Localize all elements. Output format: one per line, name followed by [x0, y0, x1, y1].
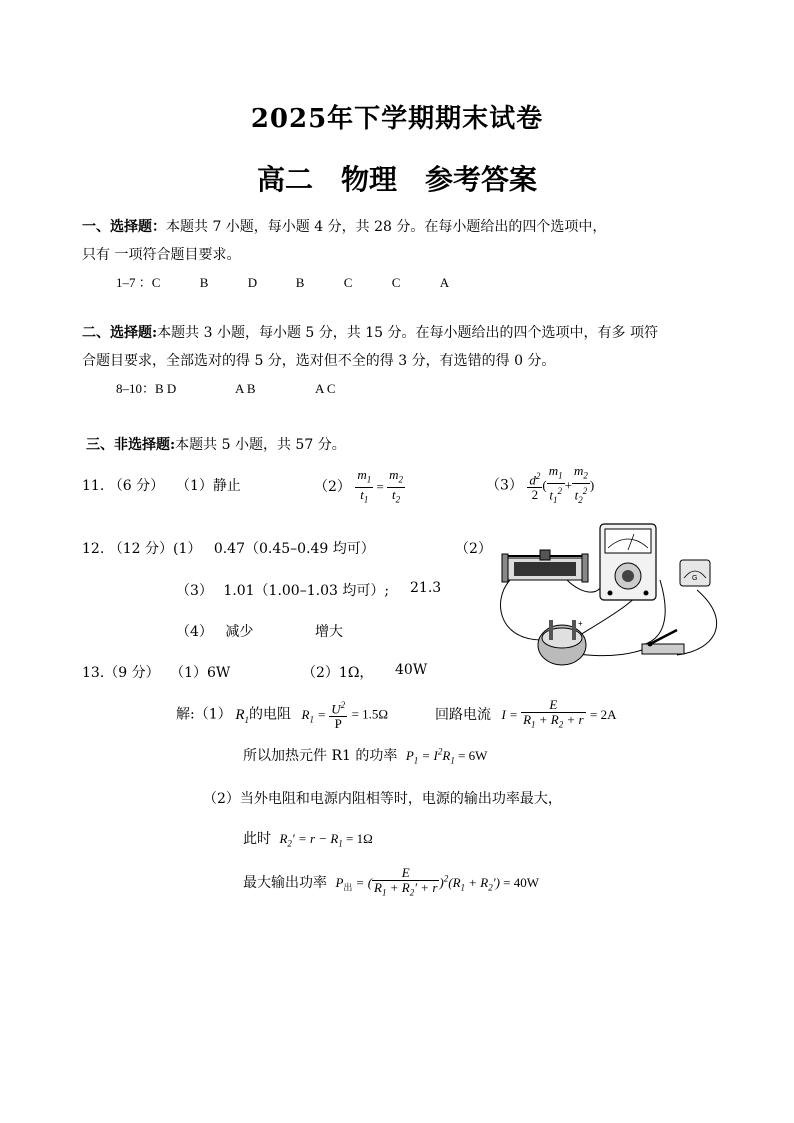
q12-part2-label: （2） — [455, 541, 492, 557]
section1-desc1: 本题共 7 小题，每小题 4 分，共 28 分。在每小题给出的四个选项中， — [166, 219, 607, 235]
q11-fraction-right: $\frac{m_2}{t_2}$ — [389, 467, 403, 505]
q13-solution-line2: 所以加热元件 R1 的功率 $P_1 = I^2R_1 = 6W$ — [243, 746, 488, 766]
section2-desc1: 本题共 3 小题，每小题 5 分，共 15 分。在每小题给出的四个选项中，有多 项符 — [157, 325, 658, 341]
q11-fraction-m2: $\frac{m_2}{t_2^2}$ — [573, 463, 588, 505]
q11-fraction-m1: $\frac{m_1}{t_1^2}$ — [548, 463, 563, 505]
q11-part3: （3） $\frac{d^2}{2}$ ( $\frac{m_1}{t_1^2}$ + $\frac{m_2}{t_2^2}$ ) — [486, 463, 595, 505]
q13-loop-current: 回路电流 I = $\frac{E}{R_1 + R_2 + r}$ = 2A — [435, 697, 617, 730]
q11-label: 11. （6 分） — [82, 478, 165, 494]
section1-line1 — [82, 216, 606, 236]
rheostat — [502, 550, 588, 582]
q12-answer4b: 增大 — [315, 624, 343, 640]
q12-answer3b: 21.3 — [410, 580, 442, 596]
q12-label: 12. （12 分）(1） — [82, 541, 202, 557]
q13-loop-label: 回路电流 — [435, 706, 491, 723]
answer-4: B — [295, 275, 305, 290]
q11-fraction-left: $\frac{m_1}{t_1}$ — [357, 467, 372, 505]
q13-power-label: 所以加热元件 R1 的功率 — [243, 748, 398, 764]
q13-loop-eq: = 2A — [590, 706, 617, 722]
section3-desc: 本题共 5 小题，共 57 分。 — [175, 437, 346, 453]
q13-line1 — [82, 662, 230, 682]
q13-answer1: （1）6W — [170, 665, 231, 681]
q13-moment-label: 此时 — [243, 831, 271, 847]
answer-1: C — [151, 275, 161, 290]
answer-6: C — [391, 275, 401, 290]
q13-solution-line3: （2）当外电阻和电源内阻相等时，电源的输出功率最大， — [203, 791, 562, 807]
q11-part3-label: （3） — [486, 477, 523, 494]
q12-line3 — [176, 580, 389, 600]
q12-line1 — [82, 538, 375, 558]
fruit-battery — [538, 619, 586, 665]
q13-solution-eq1: = 1.5Ω — [351, 706, 389, 722]
q12-answer1: 0.47（0.45–0.49 均可） — [213, 541, 375, 557]
switch — [642, 630, 684, 654]
q13-moment-eq: = 1Ω — [346, 831, 373, 846]
q13-label: 13.（9 分） — [82, 665, 160, 681]
exam-title: 2025年下学期期末试卷 — [250, 104, 544, 134]
answer-title: 高二 物理 参考答案 — [256, 163, 537, 196]
section1-range: 1–7 ： — [116, 275, 152, 290]
q13-answer2b: 40W — [395, 662, 428, 678]
q11-part2-label: （2） — [314, 479, 351, 496]
answer-3: D — [247, 275, 258, 290]
section3-line — [86, 434, 346, 454]
answer-2: B — [199, 275, 209, 290]
answer-10: A C — [315, 381, 336, 396]
section1-desc2: 只有 一项符合题目要求。 — [82, 247, 241, 263]
q13-solution-line1: 解:（1） $R_1$的电阻 $R_1$ = $\frac{U^2}{P}$ = 1.5Ω — [176, 700, 389, 732]
section2-desc2: 合题目要求，全部选对的得 5 分，选对但不全的得 3 分，有选错的得 0 分。 — [82, 353, 556, 369]
section1-answers — [116, 272, 488, 291]
section2-heading: 二、选择题: — [82, 325, 158, 341]
answer-5: C — [343, 275, 353, 290]
answer-9: A B — [235, 381, 256, 396]
q13-fraction-maxpower: $\frac{E}{R_1 + R_2' + r}$ — [374, 865, 438, 898]
multimeter — [600, 524, 656, 600]
section2-range: 8–10： — [116, 381, 156, 396]
q13-fraction-current: $\frac{E}{R_1 + R_2 + r}$ — [523, 697, 584, 730]
q12-part3-label: （3） — [176, 583, 213, 599]
q11-part1: （1）静止 — [176, 478, 241, 494]
q13-answer2: （2）1Ω， — [302, 665, 374, 681]
q13-solution-prefix: 解:（1） — [176, 706, 232, 723]
q11-fraction-d: $\frac{d^2}{2}$ — [529, 470, 541, 502]
section2-line1 — [82, 322, 658, 342]
q12-answer3: 1.01（1.00–1.03 均可）; — [223, 583, 390, 599]
q13-maxpower-eq: = 40W — [503, 874, 540, 890]
wire-left — [501, 580, 542, 640]
answer-8: B D — [155, 381, 177, 396]
answer-7: A — [439, 275, 450, 290]
q12-part4-label: （4） — [176, 624, 213, 640]
section3-heading: 三、非选择题: — [86, 437, 176, 453]
svg-text:G: G — [692, 575, 698, 582]
galvanometer — [680, 560, 710, 586]
q13-maxpower-label: 最大输出功率 — [243, 874, 327, 891]
q13-fraction-r1: $\frac{U^2}{P}$ — [331, 700, 346, 732]
section1-heading: 一、选择题： — [82, 219, 166, 235]
circuit-diagram — [492, 520, 724, 672]
q11-part2: （2） $\frac{m_1}{t_1}$ = $\frac{m_2}{t_2}$ — [314, 467, 403, 505]
section2-answers — [116, 378, 363, 397]
svg-text:+: + — [578, 619, 583, 628]
q13-solution-mid: 的电阻 — [249, 706, 292, 723]
q13-power-eq: = 6W — [458, 748, 488, 763]
q12-line4 — [176, 621, 253, 641]
q13-solution-line5: 最大输出功率 $P_出$ = ( $\frac{E}{R_1 + R_2' + r}$ )$^2(R_1 + R_2') = 40W$ — [243, 865, 540, 898]
q12-answer4a: 减少 — [225, 624, 254, 640]
q13-solution-line4: 此时 $R_2' = r - R_1 = 1\Omega$ — [243, 831, 373, 849]
